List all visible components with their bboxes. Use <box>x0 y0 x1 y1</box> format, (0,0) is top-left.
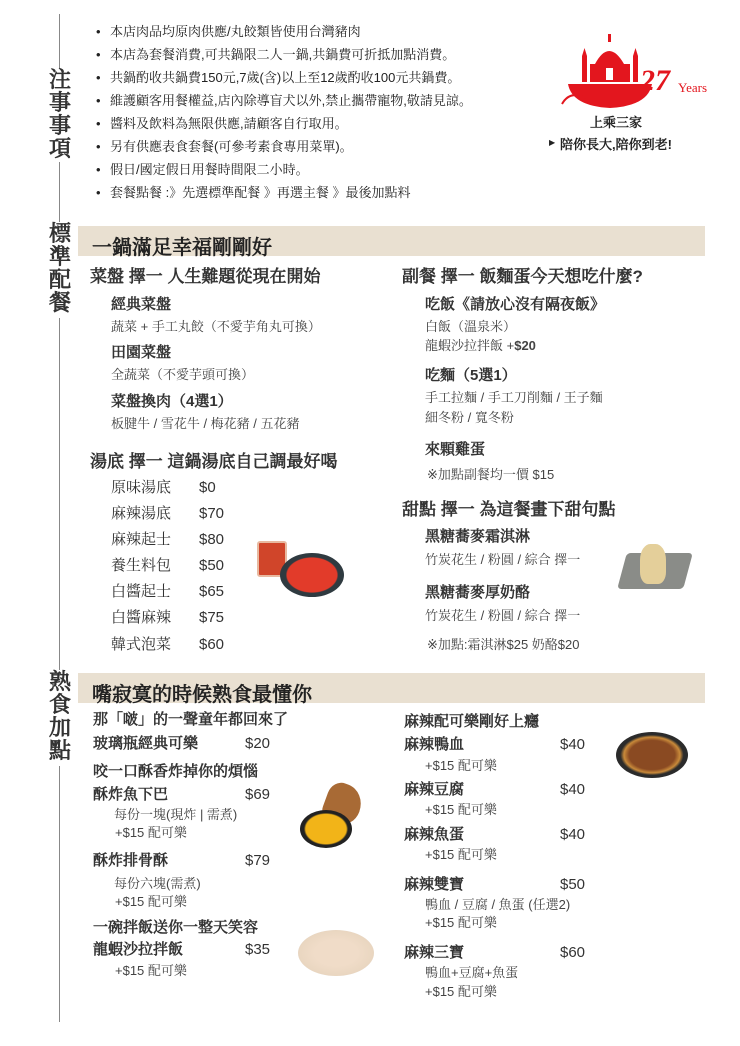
egg-title: 來顆雞蛋 <box>425 441 486 458</box>
logo-years-number: 27 <box>640 64 670 97</box>
bullet: • <box>96 93 101 108</box>
lobster-rice-addon: +$15 配可樂 <box>115 963 187 978</box>
spicy-price: $60 <box>560 944 586 961</box>
spicy-addon: +$15 配可樂 <box>425 984 497 999</box>
soup-name: 養生料包 <box>111 557 172 574</box>
soup-price: $65 <box>199 583 225 600</box>
note-item: 共鍋酌收共鍋費150元,7歲(含)以上至12歲酌收100元共鍋費。 <box>110 70 461 85</box>
soup-name: 麻辣湯底 <box>111 505 172 522</box>
cola-tagline: 那「啵」的一聲童年都回來了 <box>93 711 289 728</box>
triangle-bullet-icon: ▶ <box>549 138 556 147</box>
rice-title: 吃飯《請放心沒有隔夜飯》 <box>425 296 606 313</box>
cooked-banner <box>78 673 705 706</box>
logo-years-text: Years <box>678 80 708 95</box>
cola-price: $20 <box>245 735 271 752</box>
rice-tagline: 一碗拌飯送你一整天笑容 <box>93 919 259 936</box>
lobster-rice-price: $35 <box>245 941 271 958</box>
rice-line-text: 龍蝦沙拉拌飯 + <box>425 338 515 353</box>
ribs-price: $79 <box>245 852 271 869</box>
soup-price: $0 <box>199 479 216 496</box>
fish-name: 酥炸魚下巴 <box>93 786 169 803</box>
standard-label: 標準配餐 <box>47 222 73 318</box>
soup-price: $70 <box>199 505 225 522</box>
veg-item-desc: 板腱牛 / 雪花牛 / 梅花豬 / 五花豬 <box>111 416 300 431</box>
spicy-addon: +$15 配可樂 <box>425 847 497 862</box>
dessert-desc: 竹炭花生 / 粉圓 / 綜合 擇一 <box>425 608 581 623</box>
noodle-line: 細冬粉 / 寬冬粉 <box>425 410 514 425</box>
spicy-addon: +$15 配可樂 <box>425 915 497 930</box>
bullet: • <box>96 24 101 39</box>
dessert-desc: 竹炭花生 / 粉圓 / 綜合 擇一 <box>425 552 581 567</box>
soup-price: $75 <box>199 609 225 626</box>
note-item: 另有供應表食套餐(可參考素食專用菜單)。 <box>110 139 353 154</box>
banner-title: 一鍋滿足幸福剛剛好 <box>92 237 272 259</box>
bullet: • <box>96 139 101 154</box>
rice-line-price: $20 <box>514 338 536 353</box>
standard-banner <box>78 226 705 259</box>
notes-label: 注事事項 <box>48 67 71 161</box>
spicy-name: 麻辣鴨血 <box>404 736 465 753</box>
side-heading: 副餐 擇一 飯麵蛋今天想吃什麼? <box>402 267 643 286</box>
egg-note: ※加點副餐均一價 $15 <box>427 467 555 482</box>
noodle-title: 吃麵（5選1） <box>425 367 517 384</box>
soup-name: 白醬麻辣 <box>111 609 172 626</box>
veg-item-desc: 蔬菜 + 手工丸餃（不愛芋角丸可換） <box>111 319 321 334</box>
dessert-heading: 甜點 擇一 為這餐畫下甜句點 <box>402 500 616 519</box>
soup-price: $50 <box>199 557 225 574</box>
spicy-name: 麻辣魚蛋 <box>404 826 465 843</box>
soup-price: $60 <box>199 636 225 653</box>
bullet: • <box>96 162 101 177</box>
rice-photo <box>298 930 374 976</box>
spicy-addon: +$15 配可樂 <box>425 802 497 817</box>
note-item: 本店為套餐消費,可共鍋限二人一鍋,共鍋費可折抵加點消費。 <box>110 47 456 62</box>
spicy-price: $50 <box>560 876 586 893</box>
rice-line: 白飯（溫泉米） <box>425 319 517 334</box>
noodle-line: 手工拉麵 / 手工刀削麵 / 王子麵 <box>425 390 603 405</box>
soup-heading: 湯底 擇一 這鍋湯底自己調最好喝 <box>90 452 338 471</box>
logo-slogan: 陪你長大,陪你到老! <box>560 137 672 152</box>
fish-price: $69 <box>245 786 271 803</box>
soup-name: 韓式泡菜 <box>111 636 172 653</box>
note-item: 醬料及飲料為無限供應,請顧客自行取用。 <box>110 116 348 131</box>
section-rule <box>59 14 60 1022</box>
ribs-name: 酥炸排骨酥 <box>93 852 169 869</box>
fish-desc: 每份一塊(現炸 | 需煮) <box>114 807 238 822</box>
spicy-name: 麻辣三寶 <box>404 944 465 961</box>
soup-name: 麻辣起士 <box>111 531 172 548</box>
spicy-desc: 鴨血 / 豆腐 / 魚蛋 (任選2) <box>425 897 571 912</box>
banner-title: 嘴寂寞的時候熟食最懂你 <box>92 684 312 706</box>
fried-tagline: 咬一口酥香炸掉你的煩惱 <box>93 763 259 780</box>
fish-addon: +$15 配可樂 <box>115 825 187 840</box>
soup-name: 原味湯底 <box>111 479 172 496</box>
spicy-price: $40 <box>560 781 586 798</box>
veg-item-name: 經典菜盤 <box>111 296 172 313</box>
bullet: • <box>96 47 101 62</box>
spicy-tagline: 麻辣配可樂剛好上癮 <box>404 713 540 730</box>
bullet: • <box>96 70 101 85</box>
note-item: 套餐點餐 :》先選標準配餐 》再選主餐 》最後加點料 <box>110 185 411 200</box>
veg-heading: 菜盤 擇一 人生難題從現在開始 <box>90 267 321 286</box>
spicy-addon: +$15 配可樂 <box>425 758 497 773</box>
bullet: • <box>96 116 101 131</box>
dessert-note: ※加點:霜淇淋$25 奶酪$20 <box>427 637 580 652</box>
note-item: 假日/國定假日用餐時間限二小時。 <box>110 162 309 177</box>
veg-item-name: 菜盤換肉（4選1） <box>111 393 233 410</box>
lobster-rice-name: 龍蝦沙拉拌飯 <box>93 941 184 958</box>
veg-item-desc: 全蔬菜（不愛芋頭可換） <box>111 367 255 382</box>
spicy-photo <box>616 732 688 778</box>
spicy-desc: 鴨血+豆腐+魚蛋 <box>425 965 519 980</box>
spicy-price: $40 <box>560 826 586 843</box>
note-item: 維護顧客用餐權益,店內除導盲犬以外,禁止攜帶寵物,敬請見諒。 <box>110 93 472 108</box>
logo-name: 上乘三家 <box>590 115 643 130</box>
cooked-label: 熟食加點 <box>47 670 73 766</box>
veg-item-name: 田園菜盤 <box>111 344 172 361</box>
cola-name: 玻璃瓶經典可樂 <box>93 735 199 752</box>
ribs-addon: +$15 配可樂 <box>115 894 187 909</box>
note-item: 本店肉品均原肉供應/丸餃類皆使用台灣豬肉 <box>110 24 361 39</box>
spicy-price: $40 <box>560 736 586 753</box>
soup-name: 白醬起士 <box>111 583 172 600</box>
spicy-name: 麻辣豆腐 <box>404 781 465 798</box>
rice-line <box>425 339 536 352</box>
spicy-name: 麻辣雙寶 <box>404 876 465 893</box>
soup-price: $80 <box>199 531 225 548</box>
bullet: • <box>96 185 101 200</box>
dessert-name: 黑糖蕎麥厚奶酪 <box>425 584 531 601</box>
dessert-name: 黑糖蕎麥霜淇淋 <box>425 528 531 545</box>
ribs-desc: 每份六塊(需煮) <box>114 876 201 891</box>
